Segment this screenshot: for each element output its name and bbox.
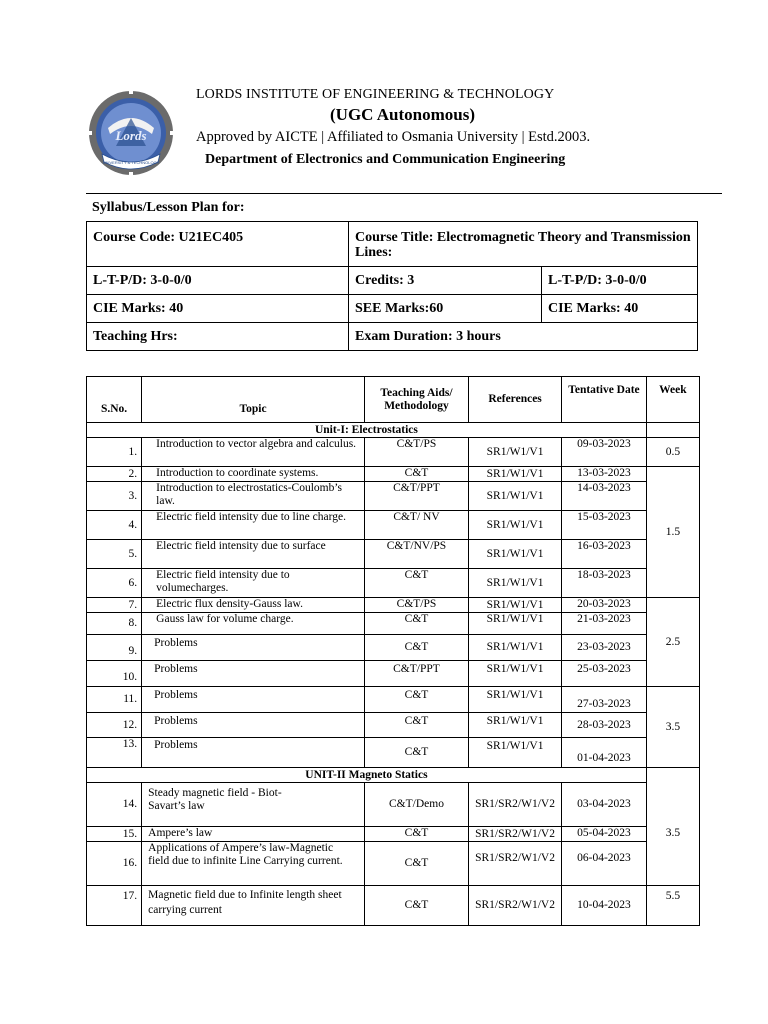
table-row bbox=[87, 613, 700, 635]
row-aid: C&T bbox=[364, 467, 468, 482]
row-date: 23-03-2023 bbox=[562, 635, 647, 661]
row-sno: 7. bbox=[87, 598, 142, 613]
row-sno: 14. bbox=[87, 783, 142, 827]
row-date: 10-04-2023 bbox=[562, 886, 647, 926]
table-row bbox=[87, 540, 700, 569]
row-sno: 16. bbox=[87, 842, 142, 886]
row-aid: C&T bbox=[364, 827, 468, 842]
ltpd-secondary: L-T-P/D: 3-0-0/0 bbox=[542, 267, 698, 295]
row-week: 5.5 bbox=[646, 886, 699, 926]
table-row bbox=[87, 511, 700, 540]
row-topic: Ampere’s law bbox=[142, 827, 365, 842]
course-code: Course Code: U21EC405 bbox=[87, 222, 349, 267]
row-aid: C&T/PS bbox=[364, 438, 468, 467]
table-row bbox=[87, 661, 700, 687]
row-aid: C&T bbox=[364, 613, 468, 635]
row-ref: SR1/W1/V1 bbox=[469, 687, 562, 713]
row-sno: 5. bbox=[87, 540, 142, 569]
row-topic: Electric flux density-Gauss law. bbox=[142, 598, 365, 613]
row-sno: 9. bbox=[87, 635, 142, 661]
table-row bbox=[87, 738, 700, 768]
exam-duration: Exam Duration: 3 hours bbox=[349, 323, 698, 351]
row-sno: 6. bbox=[87, 569, 142, 598]
row-aid: C&T bbox=[364, 713, 468, 738]
row-date: 05-04-2023 bbox=[562, 827, 647, 842]
unit-2-heading: UNIT-II Magneto Statics bbox=[87, 768, 647, 783]
row-sno: 10. bbox=[87, 661, 142, 687]
row-aid: C&T/Demo bbox=[364, 783, 468, 827]
table-row bbox=[87, 598, 700, 613]
row-date: 15-03-2023 bbox=[562, 511, 647, 540]
header-teaching-aids: Teaching Aids/ Methodology bbox=[364, 377, 468, 423]
unit-1-heading: Unit-I: Electrostatics bbox=[87, 423, 647, 438]
row-sno: 4. bbox=[87, 511, 142, 540]
header-divider bbox=[86, 193, 722, 194]
table-row bbox=[87, 438, 700, 467]
row-ref: SR1/SR2/W1/V2 bbox=[469, 842, 562, 886]
header-tentative-date: Tentative Date bbox=[562, 377, 647, 423]
row-date: 13-03-2023 bbox=[562, 467, 647, 482]
row-topic: Electric field intensity due to line charge. bbox=[142, 511, 365, 540]
row-sno: 2. bbox=[87, 467, 142, 482]
course-info-table bbox=[86, 221, 698, 351]
row-sno: 8. bbox=[87, 613, 142, 635]
row-topic: Problems bbox=[142, 713, 365, 738]
row-week: 3.5 bbox=[646, 783, 699, 886]
header-sno: S.No. bbox=[87, 377, 142, 423]
row-sno: 1. bbox=[87, 438, 142, 467]
row-ref: SR1/SR2/W1/V2 bbox=[469, 886, 562, 926]
table-row bbox=[87, 842, 700, 886]
see-marks: SEE Marks:60 bbox=[349, 295, 542, 323]
table-row bbox=[87, 482, 700, 511]
row-date: 09-03-2023 bbox=[562, 438, 647, 467]
table-row bbox=[87, 687, 700, 713]
row-sno: 11. bbox=[87, 687, 142, 713]
row-ref: SR1/W1/V1 bbox=[469, 467, 562, 482]
row-topic: Problems bbox=[142, 635, 365, 661]
institute-logo bbox=[86, 88, 176, 178]
row-topic: Electric field intensity due to surface bbox=[142, 540, 365, 569]
row-aid: C&T bbox=[364, 842, 468, 886]
table-row bbox=[87, 886, 700, 926]
row-ref: SR1/W1/V1 bbox=[469, 569, 562, 598]
approval-line: Approved by AICTE | Affiliated to Osmania University | Estd.2003. bbox=[196, 129, 591, 145]
course-title: Course Title: Electromagnetic Theory and Transmission Lines: bbox=[349, 222, 698, 267]
header-references: References bbox=[469, 377, 562, 423]
row-sno: 12. bbox=[87, 713, 142, 738]
institute-name: LORDS INSTITUTE OF ENGINEERING & TECHNOLOGY bbox=[196, 87, 555, 102]
row-date: 28-03-2023 bbox=[562, 713, 647, 738]
row-date: 27-03-2023 bbox=[562, 687, 647, 713]
table-row bbox=[87, 635, 700, 661]
row-ref: SR1/W1/V1 bbox=[469, 713, 562, 738]
row-aid: C&T/ NV bbox=[364, 511, 468, 540]
syllabus-label: Syllabus/Lesson Plan for: bbox=[92, 200, 245, 215]
row-aid: C&T bbox=[364, 687, 468, 713]
row-aid: C&T/NV/PS bbox=[364, 540, 468, 569]
row-topic: Gauss law for volume charge. bbox=[142, 613, 365, 635]
row-aid: C&T/PS bbox=[364, 598, 468, 613]
row-topic: Electric field intensity due to volumecharges. bbox=[142, 569, 365, 598]
ugc-autonomous: (UGC Autonomous) bbox=[330, 105, 475, 124]
row-ref: SR1/W1/V1 bbox=[469, 511, 562, 540]
row-aid: C&T bbox=[364, 886, 468, 926]
row-date: 01-04-2023 bbox=[562, 738, 647, 768]
row-topic: Introduction to coordinate systems. bbox=[142, 467, 365, 482]
table-row bbox=[87, 569, 700, 598]
row-ref: SR1/W1/V1 bbox=[469, 540, 562, 569]
row-ref: SR1/W1/V1 bbox=[469, 438, 562, 467]
cie-marks-primary: CIE Marks: 40 bbox=[87, 295, 349, 323]
table-row bbox=[87, 713, 700, 738]
row-date: 03-04-2023 bbox=[562, 783, 647, 827]
row-week: 0.5 bbox=[646, 438, 699, 467]
header-topic: Topic bbox=[142, 377, 365, 423]
row-date: 14-03-2023 bbox=[562, 482, 647, 511]
teaching-hours: Teaching Hrs: bbox=[87, 323, 349, 351]
row-topic: Problems bbox=[142, 687, 365, 713]
row-sno: 3. bbox=[87, 482, 142, 511]
row-ref: SR1/SR2/W1/V2 bbox=[469, 783, 562, 827]
row-ref: SR1/W1/V1 bbox=[469, 482, 562, 511]
logo-ribbon: UNIVERSITY & TECHNOLOGY bbox=[102, 160, 160, 165]
row-date: 06-04-2023 bbox=[562, 842, 647, 886]
row-ref: SR1/W1/V1 bbox=[469, 661, 562, 687]
row-week: 3.5 bbox=[646, 687, 699, 768]
row-date: 25-03-2023 bbox=[562, 661, 647, 687]
row-week: 2.5 bbox=[646, 598, 699, 687]
cie-marks-secondary: CIE Marks: 40 bbox=[542, 295, 698, 323]
table-row bbox=[87, 827, 700, 842]
row-aid: C&T/PPT bbox=[364, 482, 468, 511]
row-sno: 17. bbox=[87, 886, 142, 926]
row-aid: C&T bbox=[364, 635, 468, 661]
credits: Credits: 3 bbox=[349, 267, 542, 295]
row-ref: SR1/W1/V1 bbox=[469, 598, 562, 613]
row-date: 21-03-2023 bbox=[562, 613, 647, 635]
row-ref: SR1/W1/V1 bbox=[469, 635, 562, 661]
row-date: 18-03-2023 bbox=[562, 569, 647, 598]
ltpd-primary: L-T-P/D: 3-0-0/0 bbox=[87, 267, 349, 295]
row-topic: Magnetic field due to Infinite length sheet carrying current bbox=[142, 886, 365, 926]
row-aid: C&T bbox=[364, 569, 468, 598]
row-topic: Steady magnetic field - Biot-Savart’s law bbox=[142, 783, 365, 827]
header-week: Week bbox=[646, 377, 699, 423]
logo-text: Lords bbox=[115, 128, 147, 143]
row-aid: C&T/PPT bbox=[364, 661, 468, 687]
lesson-plan-table bbox=[86, 376, 700, 926]
table-row bbox=[87, 467, 700, 482]
row-sno: 13. bbox=[87, 738, 142, 768]
row-week: 1.5 bbox=[646, 467, 699, 598]
row-topic: Applications of Ampere’s law-Magnetic field due to infinite Line Carrying current. bbox=[142, 842, 365, 886]
row-ref: SR1/W1/V1 bbox=[469, 738, 562, 768]
table-row bbox=[87, 783, 700, 827]
row-topic: Problems bbox=[142, 661, 365, 687]
row-sno: 15. bbox=[87, 827, 142, 842]
row-date: 20-03-2023 bbox=[562, 598, 647, 613]
row-date: 16-03-2023 bbox=[562, 540, 647, 569]
row-ref: SR1/SR2/W1/V2 bbox=[469, 827, 562, 842]
row-aid: C&T bbox=[364, 738, 468, 768]
row-topic: Introduction to electrostatics-Coulomb’s law. bbox=[142, 482, 365, 511]
row-ref: SR1/W1/V1 bbox=[469, 613, 562, 635]
department-name: Department of Electronics and Communication Engineering bbox=[205, 152, 566, 167]
row-topic: Problems bbox=[142, 738, 365, 768]
row-topic: Introduction to vector algebra and calculus. bbox=[142, 438, 365, 467]
